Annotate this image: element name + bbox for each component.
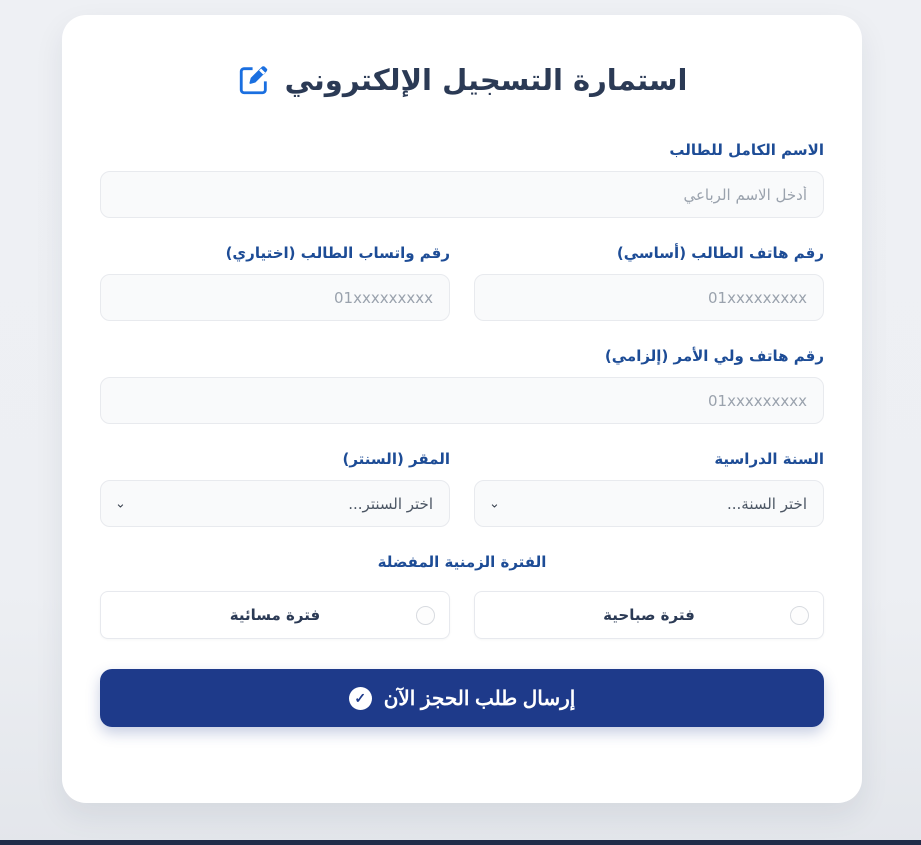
phone-row xyxy=(100,244,824,321)
full-name-group xyxy=(100,141,824,218)
student-phone-input[interactable] xyxy=(474,274,824,321)
guardian-phone-label: رقم هاتف ولي الأمر (إلزامي) xyxy=(604,347,824,365)
check-circle-icon: ✓ xyxy=(349,687,372,710)
academic-year-group xyxy=(474,450,824,527)
form-header xyxy=(100,63,824,97)
whatsapp-phone-input[interactable] xyxy=(100,274,450,321)
academic-year-selected-value: اختر السنة... xyxy=(726,494,807,513)
center-select[interactable] xyxy=(100,480,450,527)
select-row xyxy=(100,450,824,527)
center-selected-value: اختر السنتر... xyxy=(348,494,433,513)
student-phone-group xyxy=(474,244,824,321)
full-name-input[interactable] xyxy=(100,171,824,218)
footer-strip xyxy=(0,840,921,845)
chevron-down-icon: ⌄ xyxy=(115,496,126,511)
registration-card xyxy=(62,15,862,803)
period-option-morning[interactable] xyxy=(474,591,824,639)
center-group xyxy=(100,450,450,527)
morning-radio-label: فترة صباحية xyxy=(603,606,695,624)
period-options-row xyxy=(100,591,824,639)
academic-year-label: السنة الدراسية xyxy=(714,450,824,468)
evening-radio[interactable] xyxy=(416,606,435,625)
evening-radio-label: فترة مسائية xyxy=(229,606,321,624)
guardian-phone-group xyxy=(100,347,824,424)
whatsapp-phone-group xyxy=(100,244,450,321)
student-phone-label: رقم هاتف الطالب (أساسي) xyxy=(616,244,824,262)
page-title: استمارة التسجيل الإلكتروني xyxy=(284,63,688,97)
whatsapp-phone-label: رقم واتساب الطالب (اختياري) xyxy=(225,244,450,262)
chevron-down-icon: ⌄ xyxy=(489,496,500,511)
period-option-evening[interactable] xyxy=(100,591,450,639)
submit-button-label: إرسال طلب الحجز الآن xyxy=(383,687,576,710)
pen-square-icon xyxy=(237,63,271,97)
full-name-label: الاسم الكامل للطالب xyxy=(669,141,824,159)
academic-year-select[interactable] xyxy=(474,480,824,527)
center-label: المقر (السنتر) xyxy=(342,450,450,468)
submit-button[interactable] xyxy=(100,669,824,727)
period-label: الفترة الزمنية المفضلة xyxy=(377,553,547,571)
morning-radio[interactable] xyxy=(790,606,809,625)
guardian-phone-input[interactable] xyxy=(100,377,824,424)
